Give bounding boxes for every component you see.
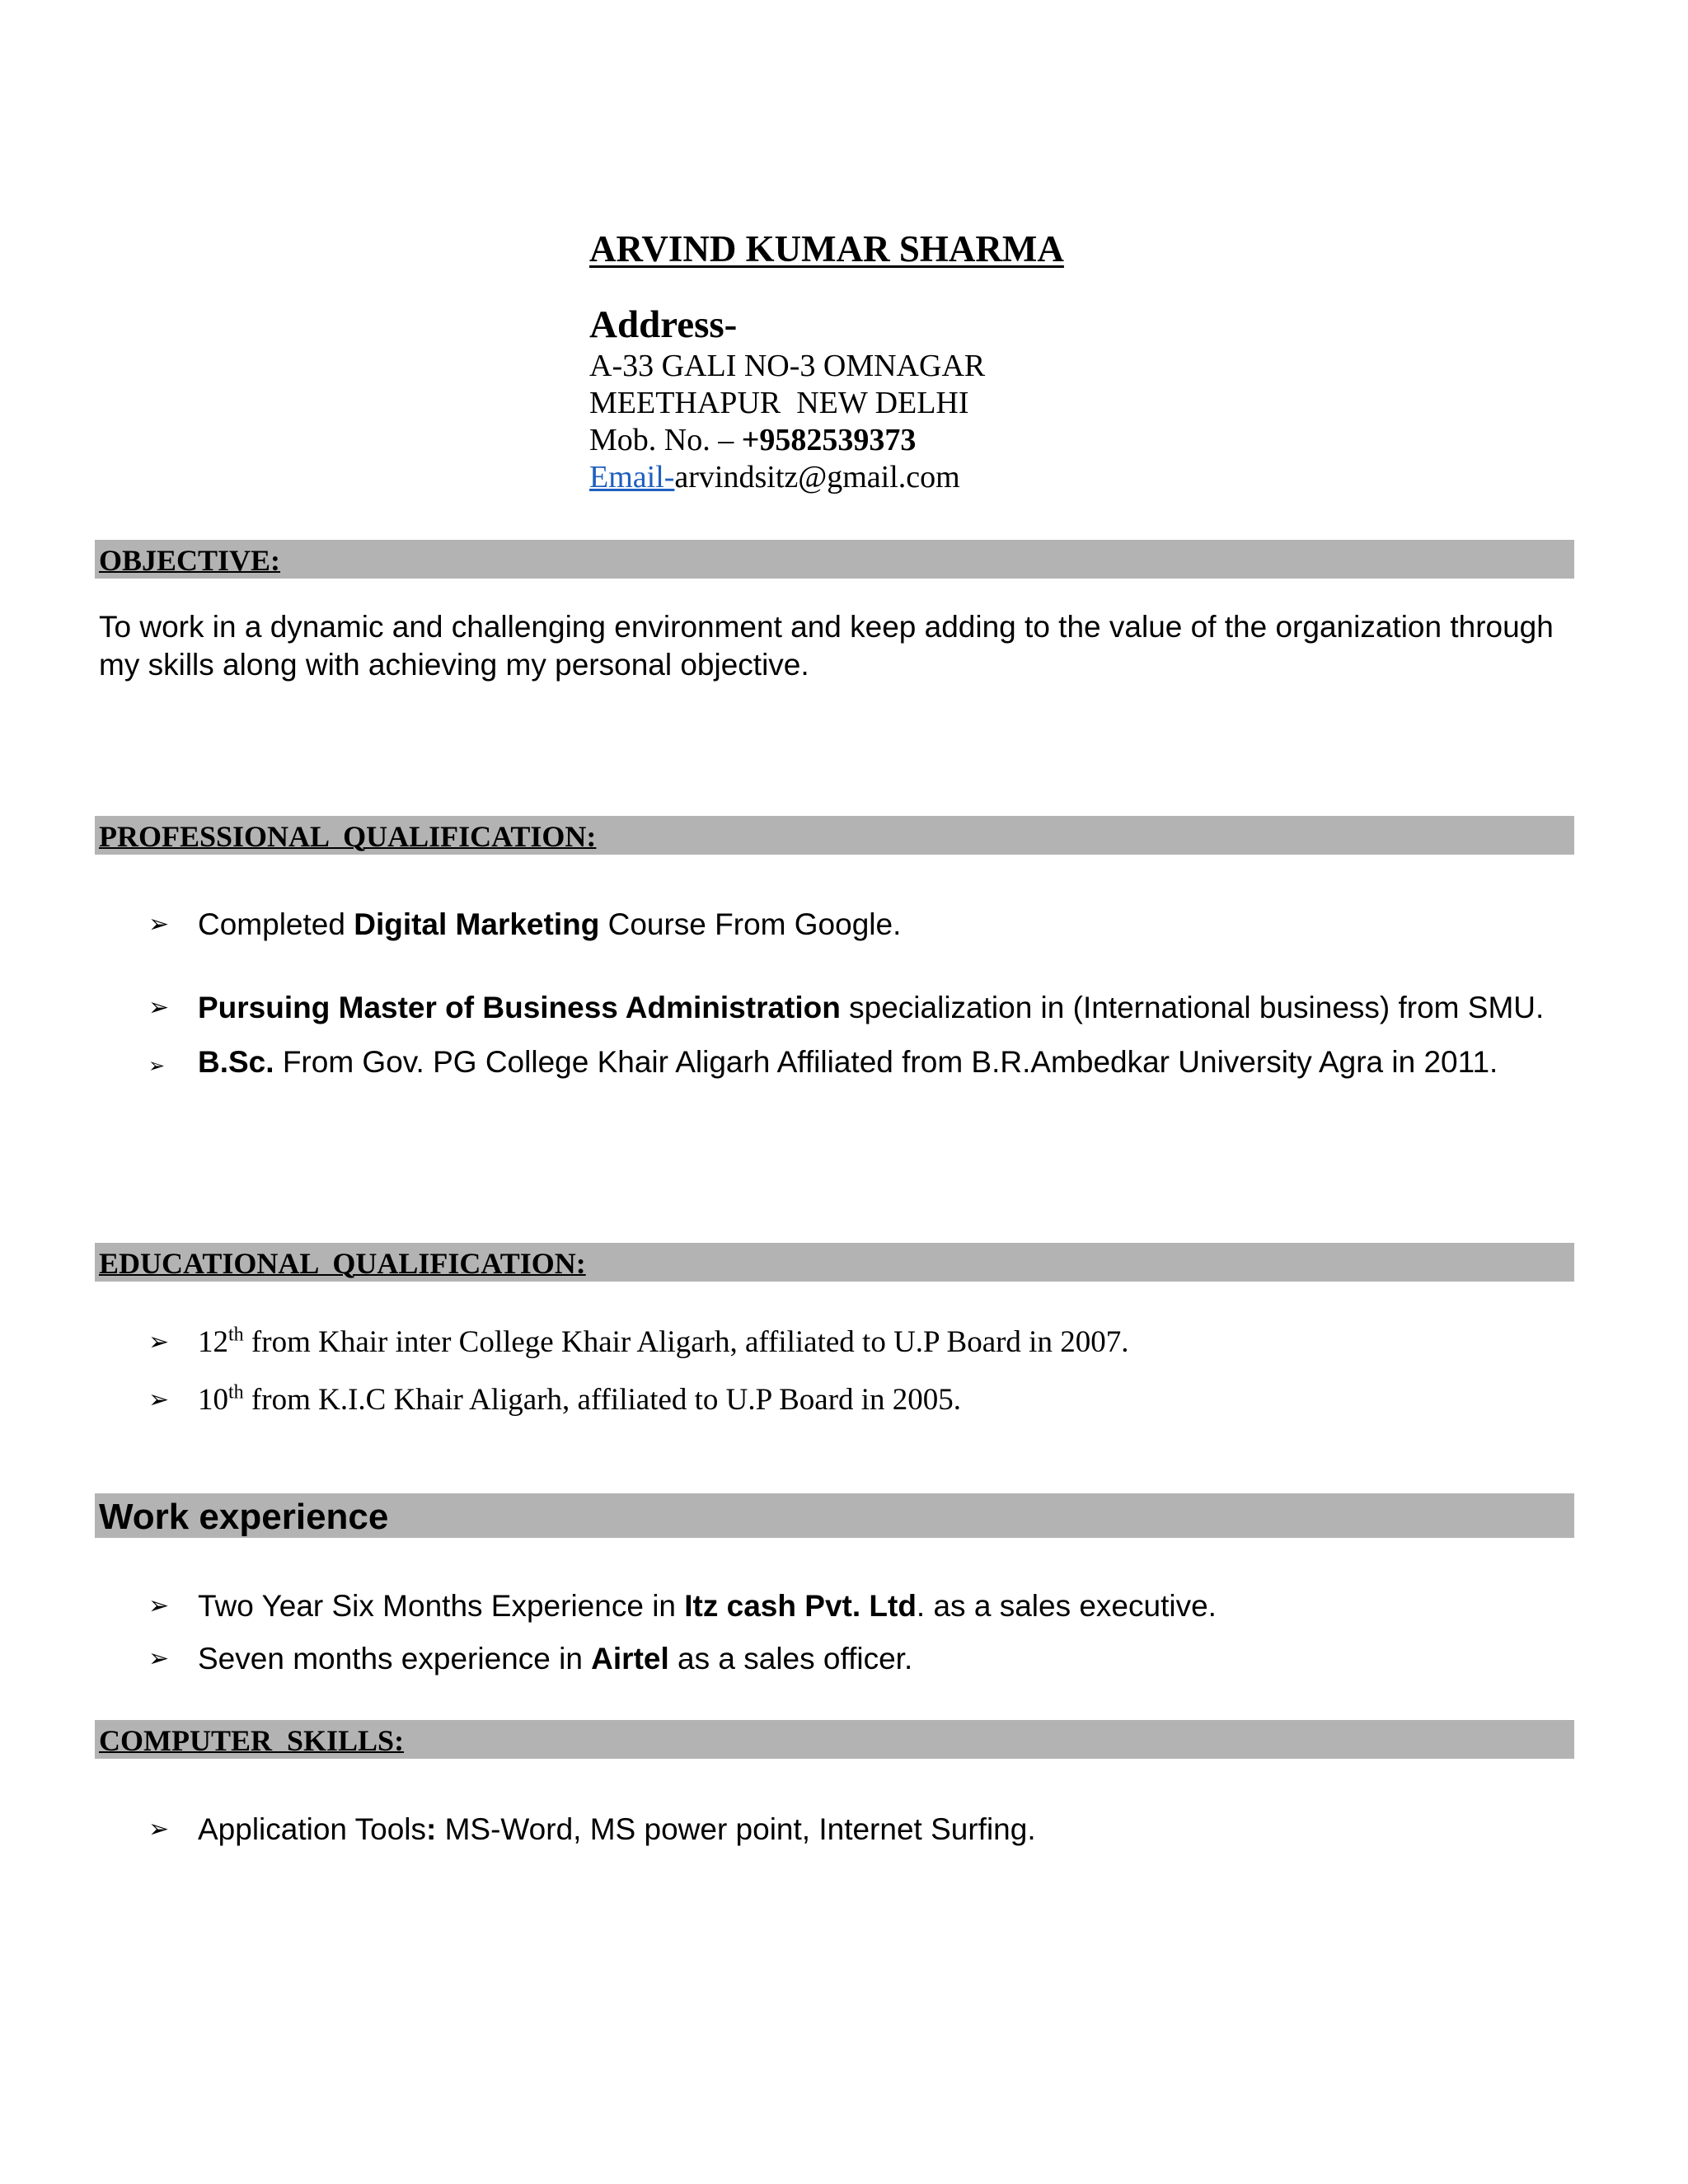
professional-list [148,902,1574,1092]
arrowhead-bullet-icon: ➢ [148,910,170,939]
educational-list [148,1320,1574,1422]
objective-title: OBJECTIVE: [99,544,281,577]
mobile-number: +9582539373 [741,423,917,457]
work-title: Work experience [99,1497,389,1537]
email-link[interactable]: Email- [589,460,675,494]
objective-text: To work in a dynamic and challenging environment and keep adding to the value of the organization through my skills along with achieving my personal objective. [99,610,1554,682]
list-item: ➢ Application Tools: MS-Word, MS power point, Internet Surfing. [148,1807,1574,1852]
work-section-bar [95,1493,1574,1538]
candidate-name: ARVIND KUMAR SHARMA [589,228,1064,269]
arrowhead-bullet-icon: ➢ [148,1054,166,1077]
list-item: ➢ 12th from Khair inter College Khair Aligarh, affiliated to U.P Board in 2007. [148,1320,1574,1365]
mobile-line [589,422,1331,459]
objective-section-bar [95,540,1574,579]
computer-list [148,1807,1574,1852]
list-item: ➢ Seven months experience in Airtel as a sales officer. [148,1637,1574,1681]
mobile-label: Mob. No. – [589,423,742,457]
resume-header [589,224,1331,496]
professional-title: PROFESSIONAL QUALIFICATION: [99,820,597,853]
work-list [148,1584,1574,1681]
address-line-2: MEETHAPUR NEW DELHI [589,386,969,420]
address-heading: Address- [589,303,738,346]
email-value: arvindsitz@gmail.com [674,460,960,494]
list-item: ➢ Pursuing Master of Business Administration specialization in (International business) from SMU. [148,978,1574,1038]
arrowhead-bullet-icon: ➢ [148,1815,170,1844]
list-item: ➢ Two Year Six Months Experience in Itz cash Pvt. Ltd. as a sales executive. [148,1584,1574,1629]
educational-section-bar [95,1243,1574,1282]
email-line [589,459,1331,496]
address-line-1: A-33 GALI NO-3 OMNAGAR [589,349,986,383]
professional-section-bar [95,816,1574,855]
arrowhead-bullet-icon: ➢ [148,1644,170,1673]
computer-section-bar [95,1720,1574,1759]
computer-title: COMPUTER SKILLS: [99,1724,405,1757]
list-item: ➢ B.Sc. From Gov. PG College Khair Aligarh Affiliated from B.R.Ambedkar University Agra in 2011. [148,1033,1574,1092]
arrowhead-bullet-icon: ➢ [148,993,170,1022]
arrowhead-bullet-icon: ➢ [148,1328,170,1357]
arrowhead-bullet-icon: ➢ [148,1591,170,1620]
list-item: ➢ 10th from K.I.C Khair Aligarh, affiliated to U.P Board in 2005. [148,1378,1574,1422]
educational-title: EDUCATIONAL QUALIFICATION: [99,1247,586,1280]
list-item: ➢ Completed Digital Marketing Course From Google. [148,902,1574,947]
arrowhead-bullet-icon: ➢ [148,1385,170,1414]
